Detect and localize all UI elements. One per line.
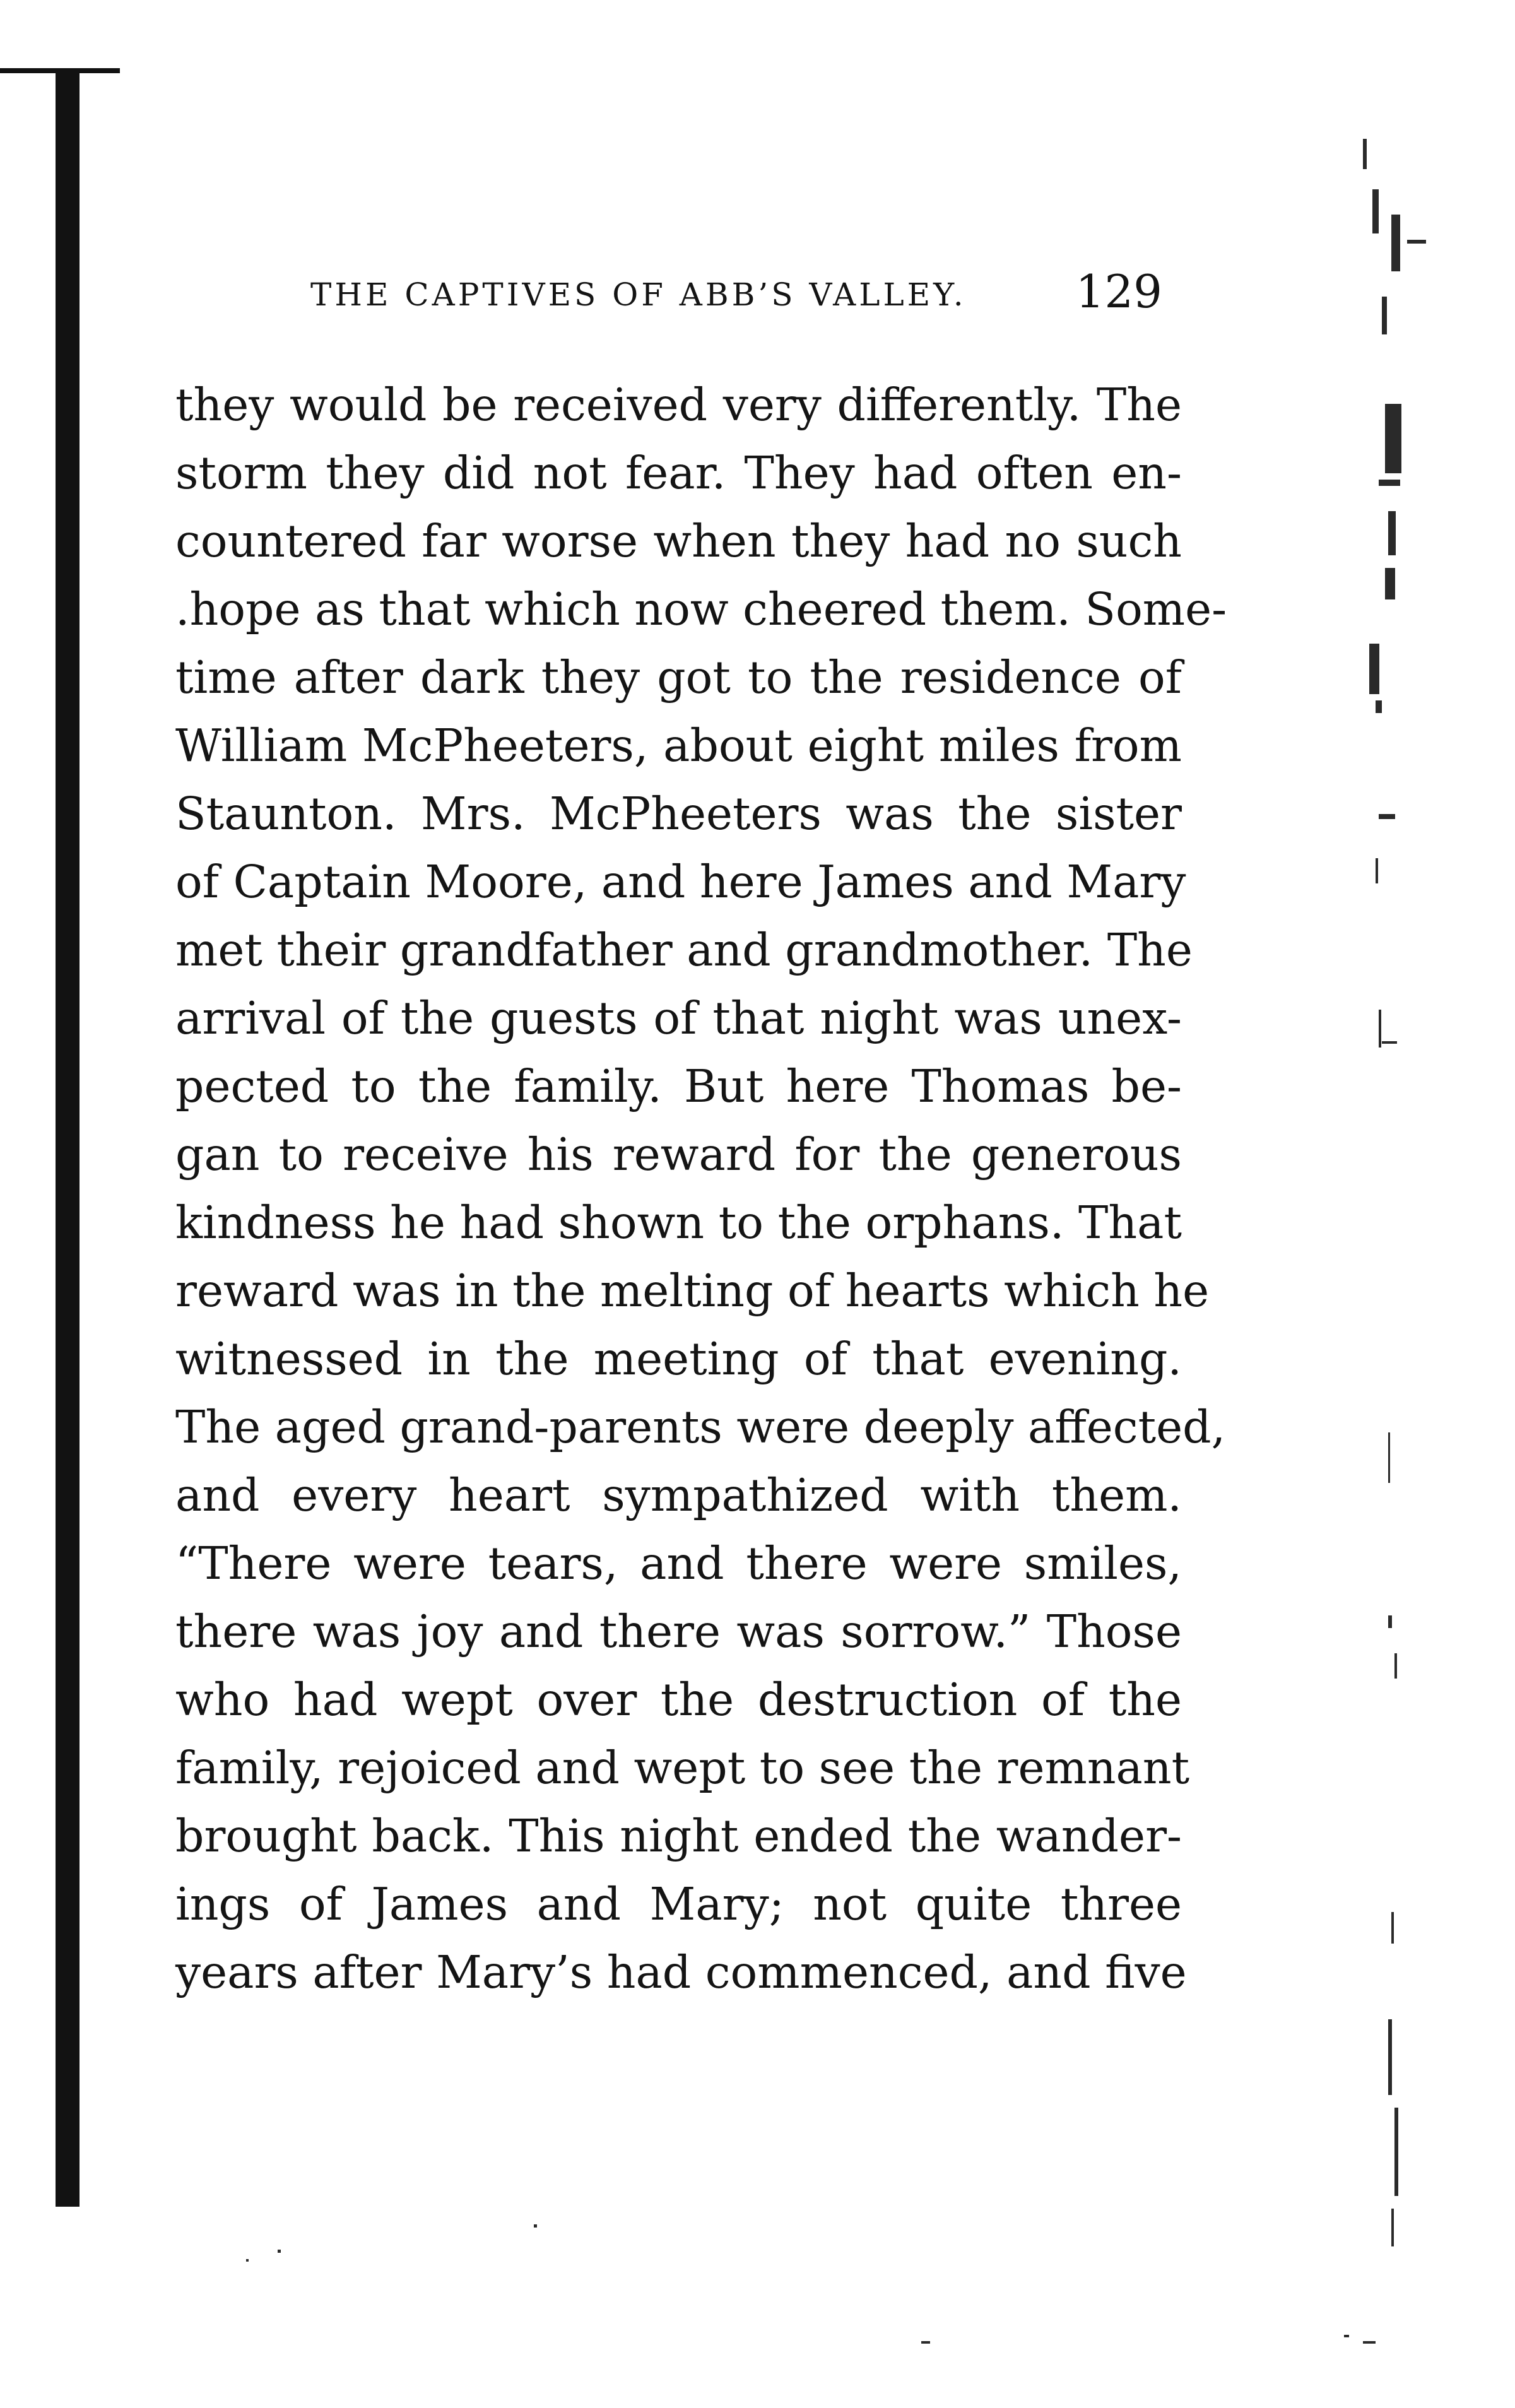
page-number: 129	[1075, 265, 1162, 318]
text-line: and every heart sympathized with them.	[175, 1469, 1182, 1521]
text-line: witnessed in the meeting of that evening.	[175, 1333, 1182, 1385]
text-line: arrival of the guests of that night was unex-	[175, 992, 1182, 1044]
text-line: family, rejoiced and wept to see the remnant	[175, 1742, 1190, 1794]
text-line: who had wept over the destruction of the	[175, 1673, 1182, 1726]
text-line: storm they did not fear. They had often en-	[175, 447, 1182, 499]
text-line: ings of James and Mary; not quite three	[175, 1878, 1182, 1930]
text-line: time after dark they got to the residence of	[175, 651, 1182, 704]
text-line: of Captain Moore, and here James and Mary	[175, 856, 1186, 908]
binding-edge-foot	[56, 2196, 80, 2206]
text-line: Staunton. Mrs. McPheeters was the sister	[175, 788, 1182, 840]
text-line: gan to receive his reward for the generous	[175, 1128, 1182, 1181]
text-line: The aged grand-parents were deeply affected,	[175, 1401, 1226, 1453]
text-line: years after Mary’s had commenced, and five	[175, 1946, 1187, 1998]
text-line: brought back. This night ended the wander-	[175, 1810, 1182, 1862]
running-header	[310, 265, 1181, 334]
text-line: kindness he had shown to the orphans. That	[175, 1196, 1182, 1249]
text-line: reward was in the melting of hearts which he	[175, 1265, 1210, 1317]
text-line: countered far worse when they had no such	[175, 515, 1182, 567]
binding-edge	[56, 71, 80, 2207]
text-line: “There were tears, and there were smiles,	[175, 1537, 1182, 1590]
text-line: met their grandfather and grandmother. The	[175, 924, 1193, 976]
running-title: THE CAPTIVES OF ABB’S VALLEY.	[310, 276, 967, 313]
text-line: William McPheeters, about eight miles from	[175, 719, 1182, 772]
text-line: .hope as that which now cheered them. Some-	[175, 583, 1227, 635]
text-line: pected to the family. But here Thomas be-	[175, 1060, 1182, 1113]
text-line: there was joy and there was sorrow.” Those	[175, 1605, 1182, 1658]
text-line: they would be received very differently. The	[175, 379, 1182, 431]
body-text	[175, 371, 1227, 2007]
